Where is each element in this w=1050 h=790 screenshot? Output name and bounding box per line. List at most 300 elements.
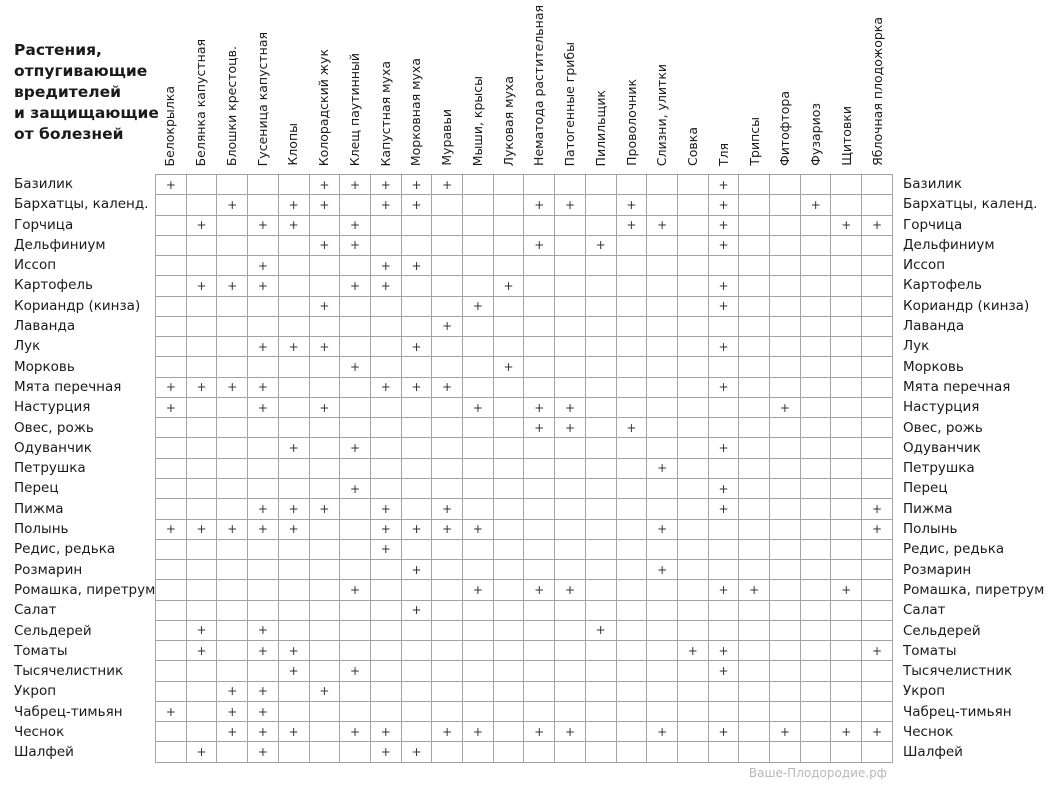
grid-cell (370, 377, 401, 397)
grid-cell (370, 600, 401, 620)
plus-mark: + (872, 643, 883, 658)
grid-cell (585, 357, 616, 377)
column-header (247, 0, 278, 166)
plus-mark: + (564, 724, 576, 739)
grid-cell (555, 235, 586, 255)
grid-cell (616, 499, 647, 519)
row-label-right: Тысячелистник (903, 663, 1013, 680)
grid-cell (156, 478, 187, 498)
grid-cell (248, 235, 279, 255)
grid-cell (156, 438, 187, 458)
grid-cell (800, 661, 831, 681)
grid-cell (186, 418, 217, 438)
grid-cell (616, 316, 647, 336)
grid-cell (156, 175, 187, 195)
plus-mark: + (196, 745, 207, 760)
column-header (401, 0, 432, 166)
grid-cell (309, 397, 340, 417)
grid-cell (248, 701, 279, 721)
grid-cell (708, 316, 739, 336)
grid-cell (248, 519, 279, 539)
grid-cell (278, 478, 309, 498)
grid-cell (770, 235, 801, 255)
grid-cell (432, 641, 463, 661)
grid-cell (739, 397, 770, 417)
grid-cell (493, 539, 524, 559)
grid-cell (739, 701, 770, 721)
footer-watermark: Ваше-Плодородие.рф (748, 766, 887, 780)
grid-cell (831, 701, 862, 721)
row-label-right: Сельдерей (903, 622, 981, 639)
grid-cell (493, 438, 524, 458)
grid-cell (555, 458, 586, 478)
grid-cell (555, 195, 586, 215)
grid-cell (463, 235, 494, 255)
grid-cell (248, 357, 279, 377)
plus-mark: + (626, 218, 637, 233)
grid-cell (770, 478, 801, 498)
grid-cell (862, 276, 893, 296)
grid-cell (309, 276, 340, 296)
grid-cell (524, 377, 555, 397)
grid-cell (493, 478, 524, 498)
grid-cell (463, 539, 494, 559)
grid-cell (616, 560, 647, 580)
grid-cell (217, 661, 248, 681)
grid-cell (616, 539, 647, 559)
grid-cell (524, 641, 555, 661)
grid-cell (862, 519, 893, 539)
table-row (156, 560, 893, 580)
grid-cell (432, 499, 463, 519)
column-header (370, 0, 401, 166)
grid-cell (401, 519, 432, 539)
grid-cell (524, 316, 555, 336)
plus-mark: + (350, 441, 361, 456)
grid-cell (248, 256, 279, 276)
plus-mark: + (411, 177, 422, 192)
grid-cell (647, 215, 678, 235)
grid-cell (524, 397, 555, 417)
grid-cell (862, 620, 893, 640)
grid-cell (156, 600, 187, 620)
grid-cell (309, 722, 340, 742)
grid-cell (463, 620, 494, 640)
grid-cell (677, 701, 708, 721)
grid-cell (585, 641, 616, 661)
grid-cell (370, 316, 401, 336)
plus-mark: + (288, 724, 299, 739)
grid-cell (309, 519, 340, 539)
grid-cell (370, 215, 401, 235)
grid-cell (186, 641, 217, 661)
grid-cell (585, 499, 616, 519)
table-row (156, 701, 893, 721)
grid-cell (156, 519, 187, 539)
grid-cell (156, 701, 187, 721)
plus-mark: + (718, 582, 729, 597)
plus-mark: + (350, 278, 361, 293)
grid-cell (862, 458, 893, 478)
grid-cell (248, 722, 279, 742)
grid-cell (432, 235, 463, 255)
grid-cell (831, 661, 862, 681)
grid-cell (677, 580, 708, 600)
grid-cell (493, 397, 524, 417)
grid-cell (770, 195, 801, 215)
plus-mark: + (350, 582, 361, 597)
grid-cell (677, 458, 708, 478)
grid-cell (585, 337, 616, 357)
grid-cell (217, 600, 248, 620)
grid-cell (677, 377, 708, 397)
plus-mark: + (380, 177, 391, 192)
row-label-left: Горчица (14, 216, 74, 233)
grid-cell (370, 661, 401, 681)
grid-cell (677, 175, 708, 195)
row-label-right: Морковь (903, 358, 964, 375)
grid-cell (309, 458, 340, 478)
grid-cell (800, 620, 831, 640)
grid-cell (156, 742, 187, 763)
grid-cell (831, 296, 862, 316)
plus-mark: + (257, 522, 268, 537)
plus-mark: + (411, 380, 422, 395)
grid-cell (370, 560, 401, 580)
grid-cell (616, 377, 647, 397)
grid-cell (616, 397, 647, 417)
grid-cell (647, 641, 678, 661)
row-label-left: Картофель (14, 277, 93, 294)
grid-cell (370, 478, 401, 498)
plus-mark: + (534, 724, 545, 739)
grid-cell (370, 357, 401, 377)
plus-mark: + (165, 380, 176, 395)
grid-cell (770, 681, 801, 701)
row-label-left: Мята перечная (14, 378, 122, 395)
grid-cell (309, 701, 340, 721)
grid-cell (463, 256, 494, 276)
grid-cell (370, 701, 401, 721)
grid-cell (739, 458, 770, 478)
grid-cell (278, 681, 309, 701)
plus-mark: + (626, 420, 637, 435)
plus-mark: + (718, 664, 729, 678)
compatibility-grid (155, 174, 893, 763)
grid-cell (278, 438, 309, 458)
grid-cell (370, 580, 401, 600)
grid-cell (585, 478, 616, 498)
row-label-left: Чеснок (14, 724, 65, 741)
grid-cell (770, 256, 801, 276)
plus-mark: + (472, 724, 483, 739)
grid-cell (217, 357, 248, 377)
grid-cell (278, 215, 309, 235)
grid-cell (555, 539, 586, 559)
grid-cell (493, 418, 524, 438)
grid-cell (401, 560, 432, 580)
row-label-left: Томаты (14, 642, 68, 659)
grid-cell (677, 235, 708, 255)
grid-cell (677, 681, 708, 701)
grid-cell (217, 195, 248, 215)
grid-cell (309, 600, 340, 620)
grid-cell (708, 357, 739, 377)
grid-cell (677, 357, 708, 377)
grid-cell (186, 316, 217, 336)
grid-cell (708, 620, 739, 640)
grid-cell (800, 276, 831, 296)
grid-cell (739, 681, 770, 701)
grid-cell (340, 316, 371, 336)
grid-cell (463, 195, 494, 215)
grid-cell (309, 377, 340, 397)
grid-cell (278, 458, 309, 478)
grid-cell (278, 722, 309, 742)
grid-cell (217, 377, 248, 397)
grid-cell (493, 215, 524, 235)
grid-cell (585, 316, 616, 336)
table-row (156, 478, 893, 498)
grid-cell (186, 337, 217, 357)
grid-cell (708, 276, 739, 296)
grid-cell (493, 620, 524, 640)
column-header-label: Капустная муха (377, 60, 393, 166)
plus-mark: + (288, 522, 299, 537)
grid-cell (708, 681, 739, 701)
grid-cell (186, 742, 217, 763)
grid-cell (401, 661, 432, 681)
grid-cell (248, 316, 279, 336)
column-header-label: Гусеница капустная (254, 31, 270, 166)
plus-mark: + (288, 339, 299, 354)
row-label-right: Картофель (903, 277, 982, 294)
grid-cell (647, 458, 678, 478)
plus-mark: + (411, 339, 422, 354)
grid-cell (401, 641, 432, 661)
grid-cell (309, 195, 340, 215)
grid-cell (278, 418, 309, 438)
plus-mark: + (380, 522, 391, 537)
plus-mark: + (411, 562, 422, 577)
grid-cell (800, 377, 831, 397)
grid-cell (493, 641, 524, 661)
grid-cell (186, 580, 217, 600)
grid-cell (831, 316, 862, 336)
grid-cell (463, 397, 494, 417)
grid-cell (708, 600, 739, 620)
grid-cell (800, 458, 831, 478)
grid-cell (677, 276, 708, 296)
grid-cell (156, 256, 187, 276)
grid-cell (708, 256, 739, 276)
grid-cell (800, 560, 831, 580)
grid-cell (432, 195, 463, 215)
row-label-left: Кориандр (кинза) (14, 297, 141, 314)
grid-cell (493, 256, 524, 276)
grid-cell (585, 276, 616, 296)
grid-cell (340, 600, 371, 620)
grid-cell (432, 722, 463, 742)
grid-cell (156, 539, 187, 559)
grid-cell (340, 580, 371, 600)
plus-mark: + (657, 724, 668, 739)
grid-cell (248, 681, 279, 701)
grid-cell (800, 681, 831, 701)
grid-cell (647, 600, 678, 620)
grid-cell (217, 215, 248, 235)
grid-cell (524, 681, 555, 701)
grid-cell (647, 175, 678, 195)
grid-cell (278, 195, 309, 215)
grid-cell (800, 742, 831, 763)
grid-cell (463, 701, 494, 721)
grid-cell (217, 701, 248, 721)
plus-mark: + (319, 299, 330, 314)
plus-mark: + (196, 380, 207, 395)
grid-cell (862, 195, 893, 215)
plus-mark: + (288, 441, 299, 456)
grid-cell (831, 620, 862, 640)
grid-cell (585, 438, 616, 458)
grid-cell (770, 600, 801, 620)
grid-cell (401, 377, 432, 397)
grid-cell (401, 478, 432, 498)
grid-cell (370, 499, 401, 519)
plus-mark: + (718, 643, 729, 658)
column-header (678, 0, 709, 166)
grid-cell (677, 337, 708, 357)
plus-mark: + (380, 278, 391, 293)
plus-mark: + (227, 380, 238, 395)
plus-mark: + (872, 501, 883, 516)
grid-cell (708, 641, 739, 661)
grid-cell (463, 478, 494, 498)
row-label-right: Базилик (903, 176, 963, 192)
grid-cell (800, 195, 831, 215)
plus-mark: + (687, 643, 698, 658)
grid-cell (186, 701, 217, 721)
plus-mark: + (319, 684, 330, 699)
grid-cell (800, 600, 831, 620)
plus-mark: + (257, 623, 268, 638)
grid-cell (401, 235, 432, 255)
table-row (156, 661, 893, 681)
grid-cell (432, 438, 463, 458)
grid-cell (739, 620, 770, 640)
grid-cell (708, 499, 739, 519)
grid-cell (647, 519, 678, 539)
grid-cell (493, 600, 524, 620)
plus-mark: + (227, 704, 238, 719)
grid-cell (432, 296, 463, 316)
grid-cell (647, 580, 678, 600)
grid-cell (800, 256, 831, 276)
plus-mark: + (534, 197, 545, 212)
grid-cell (463, 377, 494, 397)
grid-cell (616, 681, 647, 701)
grid-cell (370, 296, 401, 316)
plus-mark: + (564, 420, 576, 435)
grid-cell (248, 600, 279, 620)
grid-cell (432, 478, 463, 498)
grid-cell (555, 438, 586, 458)
grid-cell (493, 560, 524, 580)
grid-cell (186, 519, 217, 539)
grid-cell (800, 478, 831, 498)
grid-cell (278, 560, 309, 580)
grid-cell (340, 357, 371, 377)
grid-cell (739, 357, 770, 377)
plus-mark: + (657, 562, 668, 577)
grid-cell (309, 316, 340, 336)
grid-cell (217, 620, 248, 640)
grid-cell (555, 519, 586, 539)
grid-cell (677, 641, 708, 661)
column-header (155, 0, 186, 166)
grid-cell (585, 458, 616, 478)
grid-cell (862, 397, 893, 417)
grid-cell (739, 600, 770, 620)
column-header-label: Морковная муха (408, 57, 424, 166)
grid-cell (401, 600, 432, 620)
grid-cell (677, 418, 708, 438)
plus-mark: + (503, 360, 514, 375)
grid-cell (463, 438, 494, 458)
plus-mark: + (257, 643, 268, 658)
grid-cell (647, 316, 678, 336)
grid-cell (186, 195, 217, 215)
table-row (156, 276, 893, 296)
grid-cell (309, 256, 340, 276)
plus-mark: + (227, 197, 238, 212)
grid-cell (862, 580, 893, 600)
column-header (463, 0, 494, 166)
row-labels-left (14, 174, 159, 763)
grid-cell (401, 195, 432, 215)
grid-cell (800, 235, 831, 255)
grid-cell (555, 337, 586, 357)
grid-cell (616, 458, 647, 478)
grid-cell (278, 742, 309, 763)
grid-cell (555, 175, 586, 195)
column-header-label: Совка (684, 127, 700, 166)
row-label-right: Чабрец-тимьян (903, 703, 1012, 720)
grid-cell (493, 519, 524, 539)
row-label-right: Лук (903, 338, 930, 355)
grid-cell (739, 438, 770, 458)
grid-cell (186, 539, 217, 559)
grid-cell (309, 296, 340, 316)
grid-cell (278, 296, 309, 316)
grid-cell (555, 620, 586, 640)
row-label-left: Ромашка, пиретрум (14, 581, 156, 598)
grid-cell (585, 600, 616, 620)
grid-cell (831, 580, 862, 600)
grid-cell (524, 215, 555, 235)
table-row (156, 519, 893, 539)
grid-cell (616, 580, 647, 600)
grid-cell (831, 377, 862, 397)
row-label-left: Салат (14, 602, 57, 619)
grid-cell (186, 296, 217, 316)
grid-cell (831, 438, 862, 458)
grid-cell (862, 296, 893, 316)
plus-mark: + (196, 522, 207, 537)
grid-cell (831, 681, 862, 701)
grid-cell (739, 499, 770, 519)
grid-cell (647, 256, 678, 276)
